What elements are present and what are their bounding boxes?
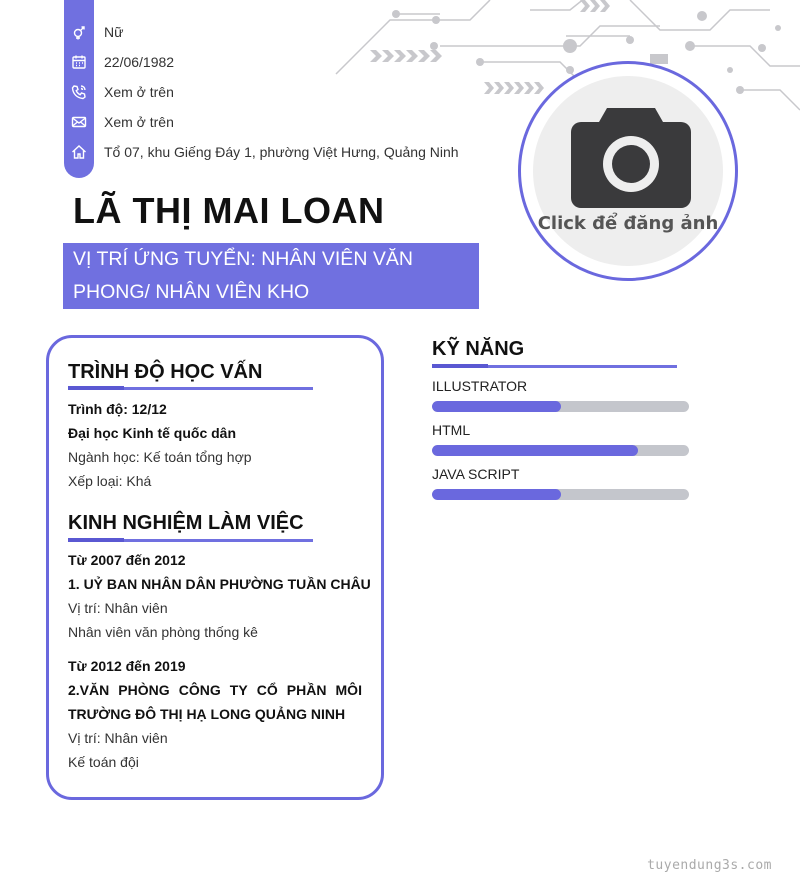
position-line-2: PHONG/ NHÂN VIÊN KHO (73, 281, 310, 303)
phone-icon (64, 77, 94, 107)
education-grade: Xếp loại: Khá (68, 473, 152, 489)
skill-bar-fill (432, 489, 561, 500)
avatar-upload-caption[interactable]: Click để đăng ảnh (537, 213, 719, 234)
contact-gender (64, 17, 524, 47)
job-2-company-word: TY (229, 682, 248, 698)
home-icon (64, 137, 94, 167)
avatar-upload[interactable] (518, 61, 738, 281)
education-major: Ngành học: Kế toán tổng hợp (68, 449, 252, 465)
skill-bar (432, 445, 689, 456)
education-rule (68, 387, 313, 390)
job-1-period: Từ 2007 đến 2012 (68, 552, 186, 568)
contact-phone (64, 77, 524, 107)
job-2-company-line-2: TRƯỜNG ĐÔ THỊ HẠ LONG QUẢNG NINH (68, 706, 346, 722)
skill-label: ILLUSTRATOR (432, 378, 528, 394)
watermark: tuyendung3s.com (647, 858, 772, 873)
job-2-role: Vị trí: Nhân viên (68, 730, 168, 746)
mail-icon (64, 107, 94, 137)
camera-icon (571, 104, 691, 208)
job-2-period: Từ 2012 đến 2019 (68, 658, 186, 674)
job-2-company-word: MÔI (335, 682, 362, 698)
job-2-company-word: CÔNG (178, 682, 221, 698)
job-1-company: 1. UỶ BAN NHÂN DÂN PHƯỜNG TUẦN CHÂU (68, 576, 371, 592)
job-1-role: Vị trí: Nhân viên (68, 600, 168, 616)
education-title: TRÌNH ĐỘ HỌC VẤN (68, 361, 263, 383)
education-school: Đại học Kinh tế quốc dân (68, 425, 237, 441)
position-line-1: VỊ TRÍ ỨNG TUYỂN: NHÂN VIÊN VĂN (73, 248, 413, 270)
job-2-company-word: CỔ (256, 682, 278, 698)
experience-rule (68, 539, 313, 542)
address-value: Tổ 07, khu Giếng Đáy 1, phường Việt Hưng, Quảng Ninh (104, 144, 459, 160)
contact-email (64, 107, 524, 137)
skill-label: HTML (432, 422, 471, 438)
phone-value: Xem ở trên (104, 84, 174, 100)
gender-value: Nữ (104, 24, 124, 40)
job-2-company-line-1 (68, 682, 362, 698)
email-value: Xem ở trên (104, 114, 174, 130)
job-2-company-word: 2.VĂN (68, 682, 110, 698)
candidate-name: LÃ THỊ MAI LOAN (73, 190, 385, 231)
education-level: Trình độ: 12/12 (68, 401, 167, 417)
gender-icon (64, 17, 94, 47)
skill-bar-fill (432, 445, 638, 456)
birthday-value: 22/06/1982 (104, 54, 175, 70)
skill-label: JAVA SCRIPT (432, 466, 520, 482)
job-2-desc: Kế toán đội (68, 754, 139, 770)
job-1-desc: Nhân viên văn phòng thống kê (68, 624, 258, 640)
skill-bar-fill (432, 401, 561, 412)
skills-title: KỸ NĂNG (432, 338, 525, 360)
calendar-icon (64, 47, 94, 77)
job-2-company-word: PHÒNG (118, 682, 170, 698)
avatar-placeholder[interactable] (533, 76, 723, 266)
contact-address (64, 137, 524, 167)
job-2-company-word: PHẦN (286, 682, 327, 698)
skill-bar (432, 401, 689, 412)
experience-title: KINH NGHIỆM LÀM VIỆC (68, 512, 304, 534)
contact-birthday (64, 47, 524, 77)
position-banner (63, 243, 479, 309)
skills-rule (432, 365, 677, 368)
skill-bar (432, 489, 689, 500)
